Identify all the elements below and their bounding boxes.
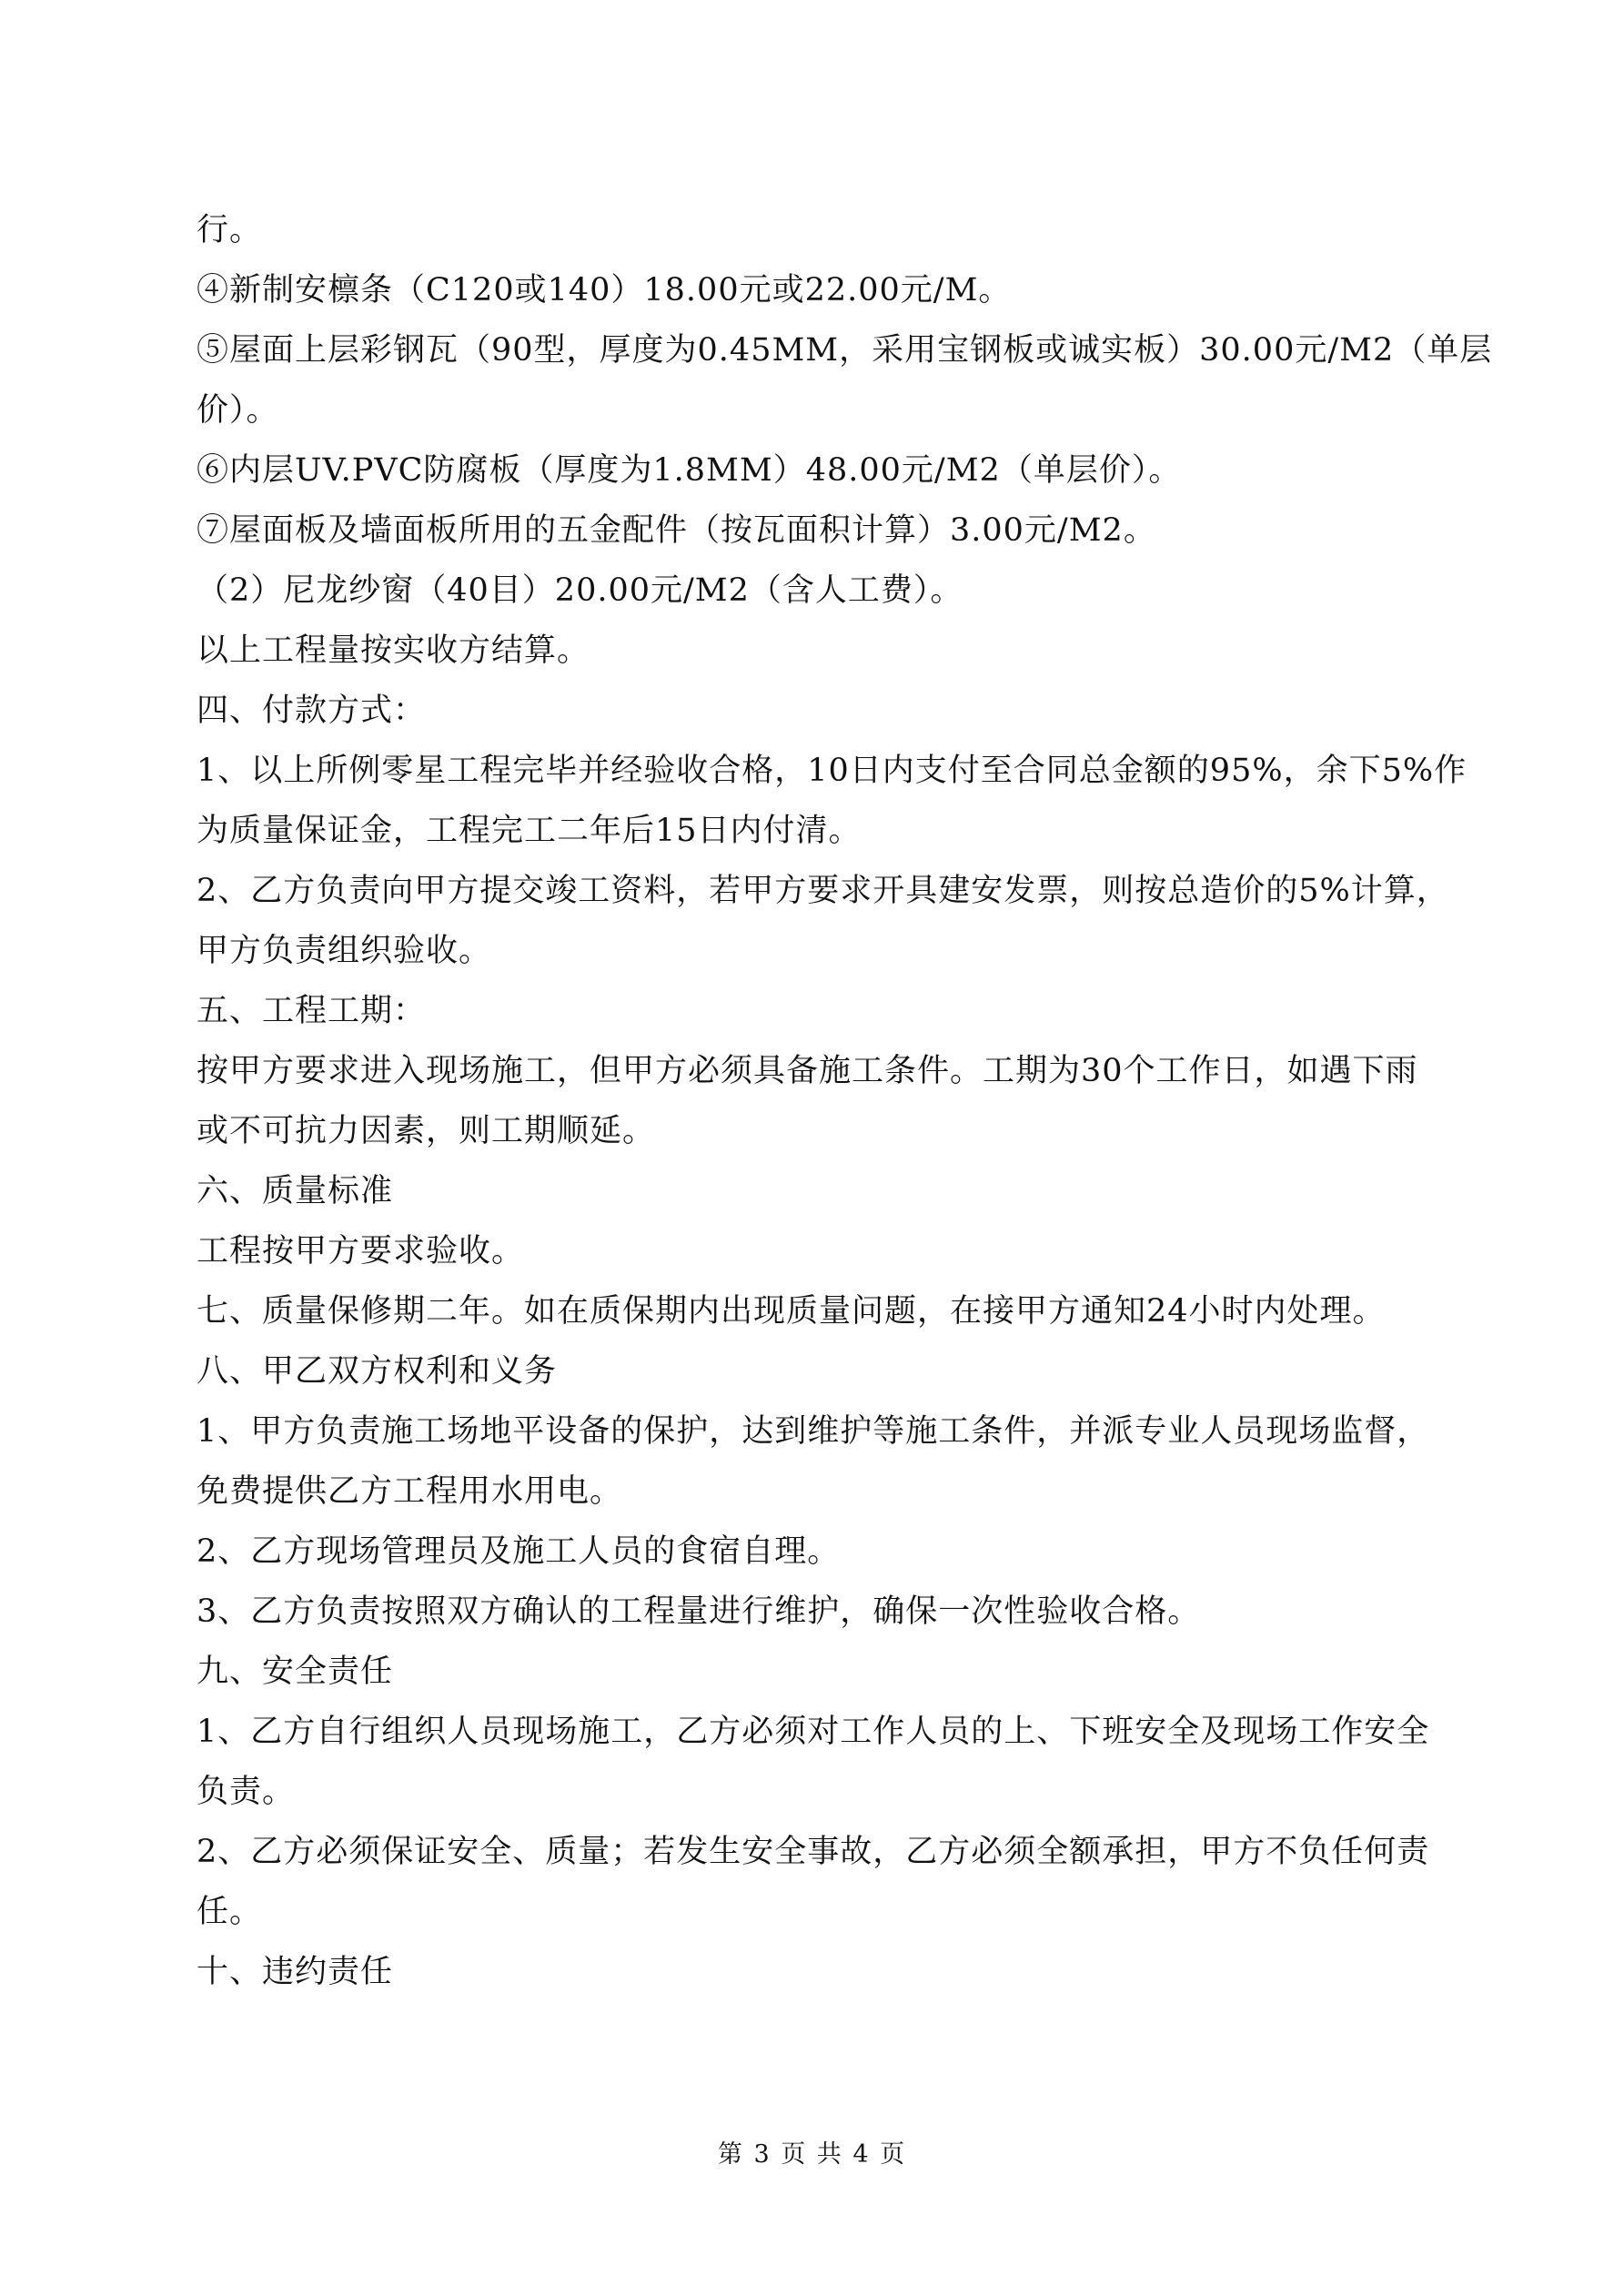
- section-heading: 十、违约责任: [197, 1954, 394, 1990]
- text-line: （2）尼龙纱窗（40目）20.00元/M2（含人工费）。: [197, 572, 963, 609]
- section-heading: 五、工程工期：: [197, 993, 427, 1029]
- text-line: 2、乙方现场管理员及施工人员的食宿自理。: [197, 1533, 841, 1570]
- text-line: ⑦屋面板及墙面板所用的五金配件（按瓦面积计算）3.00元/M2。: [197, 512, 1156, 549]
- text-line: 3、乙方负责按照双方确认的工程量进行维护，确保一次性验收合格。: [197, 1593, 1201, 1630]
- text-line: 任。: [197, 1894, 263, 1930]
- text-line: 2、乙方负责向甲方提交竣工资料，若甲方要求开具建安发票，则按总造价的5%计算，: [197, 873, 1449, 909]
- section-heading: 八、甲乙双方权利和义务: [197, 1353, 558, 1390]
- text-line: 价）。: [197, 392, 279, 429]
- page-number-footer: 第 3 页 共 4 页: [717, 2140, 907, 2169]
- text-line: ⑥内层UV.PVC防腐板（厚度为1.8MM）48.00元/M2（单层价）。: [197, 452, 1182, 489]
- section-heading: 六、质量标准: [197, 1173, 394, 1209]
- text-line: 以上工程量按实收方结算。: [197, 632, 590, 669]
- text-line: 负责。: [197, 1774, 296, 1810]
- text-line: 1、乙方自行组织人员现场施工，乙方必须对工作人员的上、下班安全及现场工作安全: [197, 1714, 1430, 1750]
- text-line: 为质量保证金，工程完工二年后15日内付清。: [197, 813, 862, 849]
- section-heading: 四、付款方式：: [197, 693, 427, 729]
- section-heading: 七、质量保修期二年。如在质保期内出现质量问题，在接甲方通知24小时内处理。: [197, 1293, 1386, 1330]
- section-heading: 九、安全责任: [197, 1654, 394, 1690]
- text-line: 工程按甲方要求验收。: [197, 1233, 525, 1269]
- document-body: [197, 200, 1493, 2002]
- text-line: 甲方负责组织验收。: [197, 933, 492, 969]
- text-line: ④新制安檩条（C120或140）18.00元或22.00元/M。: [197, 272, 1012, 308]
- text-line: 按甲方要求进入现场施工，但甲方必须具备施工条件。工期为30个工作日，如遇下雨: [197, 1053, 1418, 1089]
- text-line: ⑤屋面上层彩钢瓦（90型，厚度为0.45MM，采用宝钢板或诚实板）30.00元/M2（单层: [197, 332, 1493, 369]
- text-line: 1、以上所例零星工程完毕并经验收合格，10日内支付至合同总金额的95%，余下5%作: [197, 753, 1468, 789]
- text-line: 或不可抗力因素，则工期顺延。: [197, 1113, 656, 1149]
- text-line: 行。: [197, 212, 263, 248]
- text-line: 2、乙方必须保证安全、质量；若发生安全事故，乙方必须全额承担，甲方不负任何责: [197, 1834, 1430, 1870]
- text-line: 1、甲方负责施工场地平设备的保护，达到维护等施工条件，并派专业人员现场监督，: [197, 1413, 1430, 1450]
- text-line: 免费提供乙方工程用水用电。: [197, 1473, 623, 1510]
